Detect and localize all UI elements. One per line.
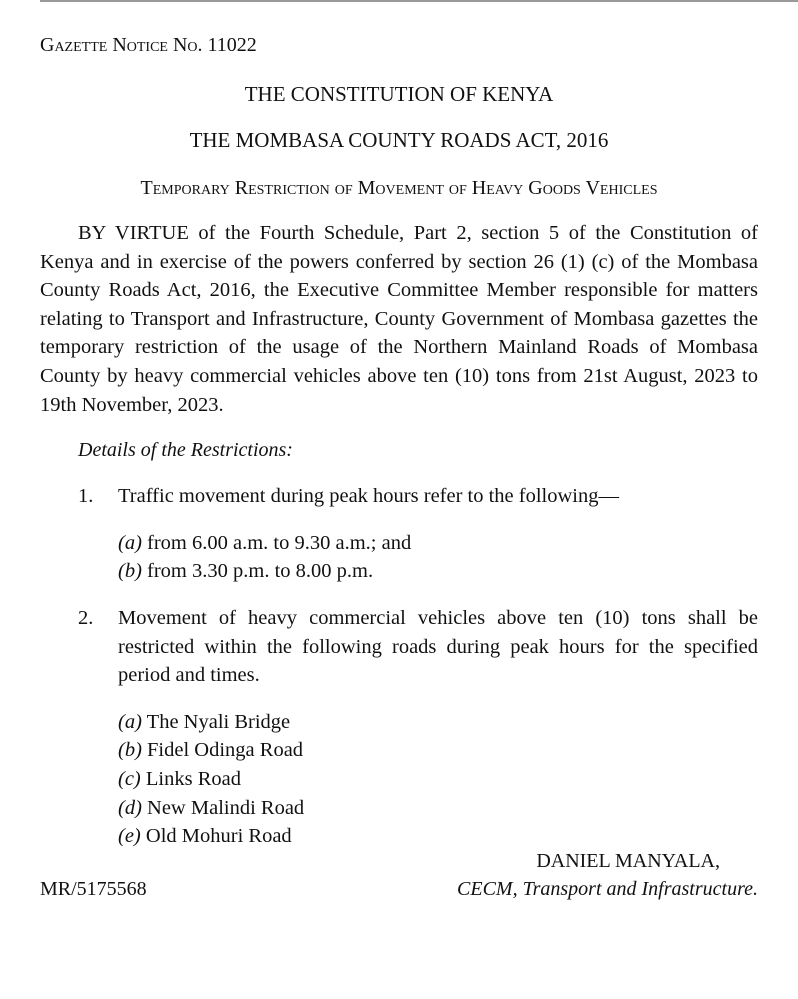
item-text: Traffic movement during peak hours refer to the following— xyxy=(118,485,619,508)
sublist-text: Old Mohuri Road xyxy=(145,825,292,848)
sublist-label: (d) xyxy=(118,796,142,819)
details-heading: Details of the Restrictions: xyxy=(78,439,293,462)
sublist-label: (a) xyxy=(118,531,142,554)
body-paragraph: BY VIRTUE of the Fourth Schedule, Part 2, section 5 of the Constitution of Kenya and in exercise of the powers conferred by section 26 (1) (c) of the Mombasa County Roads Act, 2016, the Executive Committee Member responsible for matters relating to Transport and Infrastructure, County Government of Mombasa gazettes the temporary restriction of the usage of the Northern Mainland Roads of Mombasa County by heavy commercial vehicles above ten (10) tons from 21st August, 2023 to 19th November, 2023. xyxy=(40,222,758,416)
item-text: Movement of heavy commercial vehicles above ten (10) tons shall be restricted within the following roads during peak hours for the specified period and times. xyxy=(118,606,758,687)
list-item xyxy=(40,604,758,690)
sublist-item xyxy=(118,529,758,558)
item-number: 2. xyxy=(78,606,94,629)
sublist-item xyxy=(118,765,758,794)
gazette-notice xyxy=(40,30,758,903)
sublist xyxy=(40,708,758,851)
top-rule xyxy=(40,0,798,2)
sublist-item xyxy=(118,736,758,765)
heading-subject: Temporary Restriction of Movement of Heavy Goods Vehicles xyxy=(140,177,658,199)
sublist-label: (e) xyxy=(118,825,141,848)
sublist-text: New Malindi Road xyxy=(147,796,305,819)
sublist-text: Links Road xyxy=(145,767,241,790)
sublist-label: (b) xyxy=(118,560,142,583)
sublist-label: (b) xyxy=(118,739,142,762)
reference-number: MR/5175568 xyxy=(40,877,147,900)
sublist-item xyxy=(118,794,758,823)
sublist-label: (c) xyxy=(118,767,141,790)
notice-number: Gazette Notice No. 11022 xyxy=(40,34,257,56)
sublist-text: from 6.00 a.m. to 9.30 a.m.; and xyxy=(147,531,412,554)
sublist-item xyxy=(118,708,758,737)
sublist-label: (a) xyxy=(118,710,142,733)
list-item xyxy=(40,482,758,511)
signatory-name: DANIEL MANYALA, xyxy=(536,849,720,872)
signatory-title: CECM, Transport and Infrastructure. xyxy=(457,877,758,900)
sublist-text: Fidel Odinga Road xyxy=(147,739,304,762)
sublist-text: from 3.30 p.m. to 8.00 p.m. xyxy=(147,560,374,583)
footer-row xyxy=(40,875,758,903)
sublist-text: The Nyali Bridge xyxy=(146,710,291,733)
sublist-item xyxy=(118,557,758,586)
item-number: 1. xyxy=(78,485,94,508)
sublist xyxy=(40,529,758,586)
heading-constitution: THE CONSTITUTION OF KENYA xyxy=(244,82,554,106)
heading-act: THE MOMBASA COUNTY ROADS ACT, 2016 xyxy=(189,128,609,152)
